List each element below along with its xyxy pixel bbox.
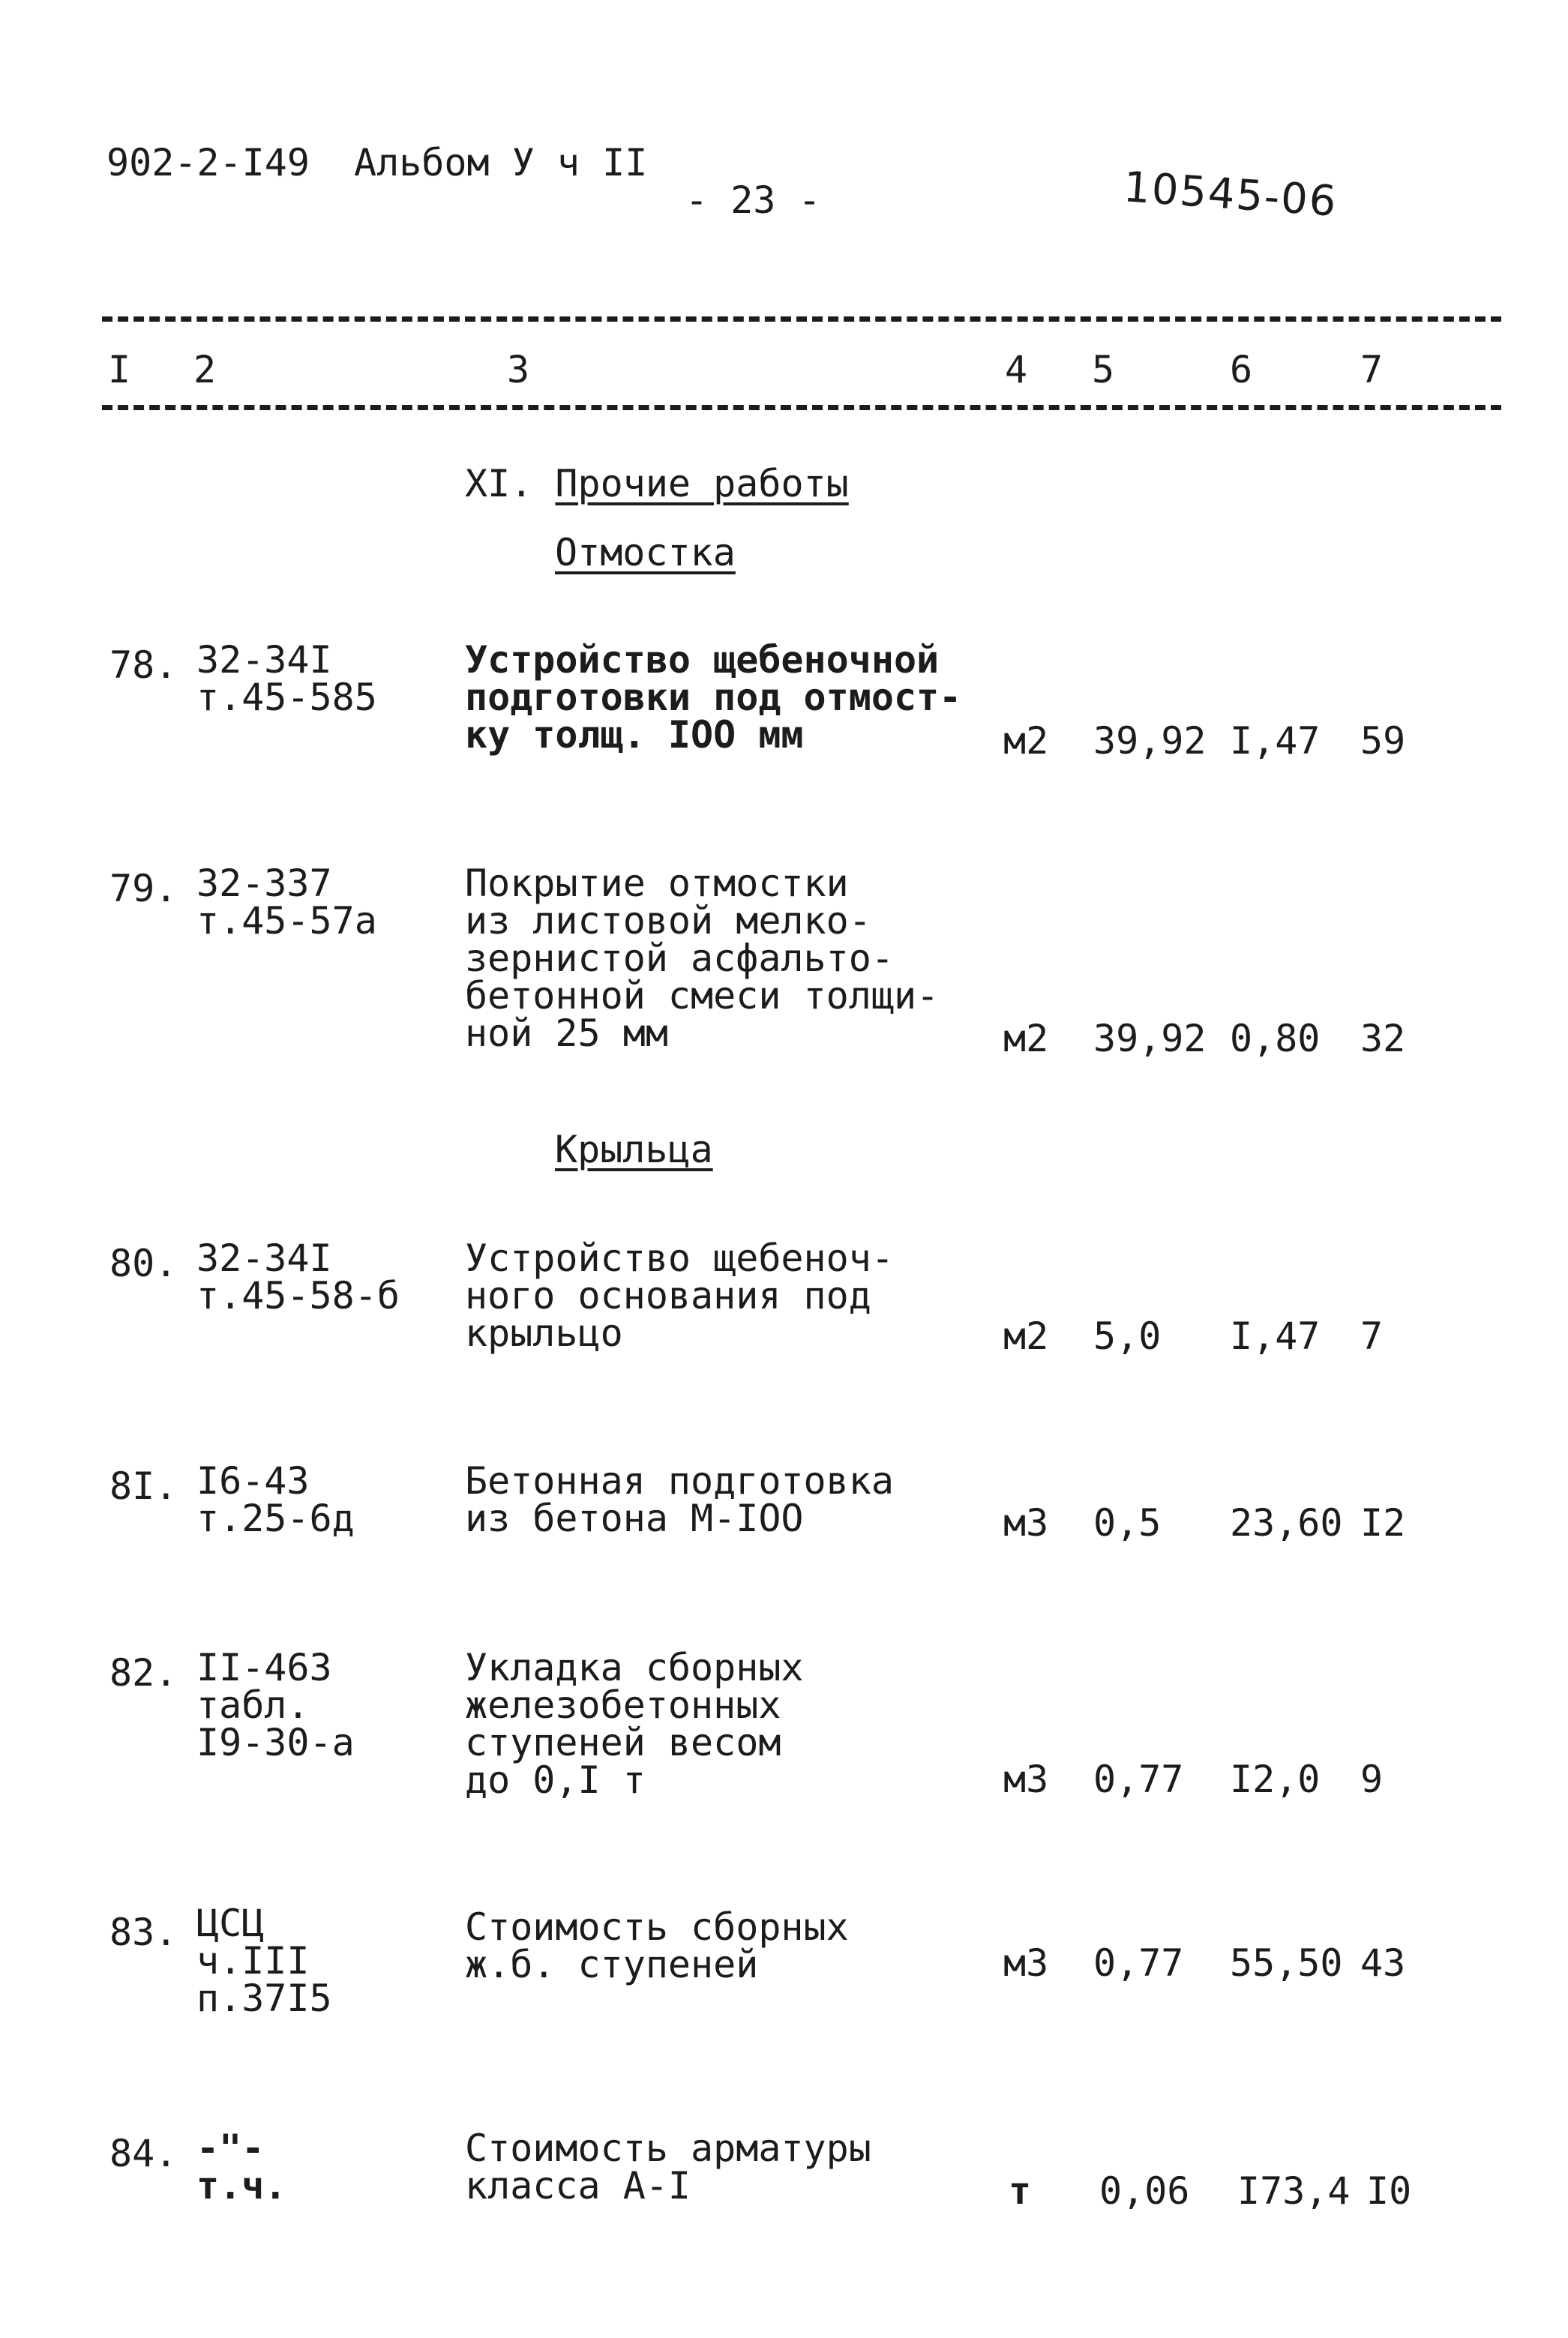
row-84-price: I73,4 <box>1237 2169 1351 2213</box>
row-80-total: 7 <box>1360 1314 1384 1358</box>
row-83-price: 55,50 <box>1230 1941 1343 1985</box>
handwritten-inventory-number: 10545-06 <box>1122 163 1339 226</box>
row-83-total: 43 <box>1360 1941 1406 1985</box>
row-84-total: I0 <box>1366 2169 1412 2213</box>
col-header-3: 3 <box>507 348 530 391</box>
row-79-description: Покрытие отмостки из листовой мелко- зернистой асфальто- бетонной смеси толщи- ной 25 мм <box>465 862 940 1055</box>
row-79-price: 0,80 <box>1230 1017 1321 1060</box>
subsection-krylca: Крыльца <box>555 1128 713 1171</box>
col-header-5: 5 <box>1092 348 1115 391</box>
section-name: Прочие работы <box>555 462 849 505</box>
row-80-description: Устройство щебеноч- ного основания под крыльцо <box>465 1236 894 1355</box>
row-83-number: 83. <box>109 1911 178 1954</box>
row-79-quantity: 39,92 <box>1093 1017 1207 1060</box>
row-81-number: 8I. <box>109 1464 178 1508</box>
col-header-1: I <box>108 348 131 391</box>
row-84-number: 84. <box>109 2132 178 2175</box>
row-81-description: Бетонная подготовка из бетона М-IОО <box>465 1459 894 1540</box>
row-84-code: -"- т.ч. <box>196 2127 287 2208</box>
row-83-code: ЦСЦ ч.III п.37I5 <box>196 1902 332 2020</box>
col-header-4: 4 <box>1005 348 1028 391</box>
row-81-quantity: 0,5 <box>1093 1501 1162 1545</box>
row-78-description: Устройство щебеночной подготовки под отмост- ку толщ. IОО мм <box>465 638 962 757</box>
row-79-code: 32-337 т.45-57а <box>196 862 377 943</box>
row-78-quantity: 39,92 <box>1093 719 1207 763</box>
row-80-quantity: 5,0 <box>1093 1314 1162 1358</box>
row-82-code: II-463 табл. I9-30-а <box>196 1646 355 1764</box>
row-81-unit: м3 <box>1003 1501 1049 1545</box>
row-82-quantity: 0,77 <box>1093 1758 1184 1801</box>
document-code: 902-2-I49 <box>106 141 310 184</box>
row-78-unit: м2 <box>1003 719 1049 763</box>
section-title <box>465 462 849 505</box>
row-82-description: Укладка сборных железобетонных ступеней весом до 0,I т <box>465 1646 804 1802</box>
row-80-price: I,47 <box>1230 1314 1321 1358</box>
row-83-unit: м3 <box>1003 1941 1049 1985</box>
row-79-unit: м2 <box>1003 1017 1049 1060</box>
row-81-total: I2 <box>1360 1501 1406 1545</box>
row-79-total: 32 <box>1360 1017 1406 1060</box>
row-82-number: 82. <box>109 1651 178 1695</box>
row-79-number: 79. <box>109 867 178 910</box>
row-80-number: 80. <box>109 1242 178 1285</box>
row-81-price: 23,60 <box>1230 1501 1343 1545</box>
row-83-quantity: 0,77 <box>1093 1941 1184 1985</box>
row-83-description: Стоимость сборных ж.б. ступеней <box>465 1905 849 1986</box>
row-84-quantity: 0,06 <box>1099 2169 1190 2213</box>
row-84-unit: т <box>1009 2169 1032 2213</box>
row-80-unit: м2 <box>1003 1314 1049 1358</box>
header-rule-bottom <box>102 405 1501 410</box>
row-82-price: I2,0 <box>1230 1758 1321 1801</box>
row-78-code: 32-34I т.45-585 <box>196 638 377 719</box>
row-80-code: 32-34I т.45-58-б <box>196 1236 400 1317</box>
row-78-total: 59 <box>1360 719 1406 763</box>
col-header-7: 7 <box>1360 348 1384 391</box>
row-78-number: 78. <box>109 643 178 687</box>
row-82-unit: м3 <box>1003 1758 1049 1801</box>
row-84-description: Стоимость арматуры класса А-I <box>465 2127 871 2208</box>
header-rule-top <box>102 316 1501 322</box>
section-number: XI. <box>465 462 533 505</box>
row-82-total: 9 <box>1360 1758 1384 1801</box>
row-78-price: I,47 <box>1230 719 1321 763</box>
album-label: Альбом У ч II <box>354 141 648 184</box>
subsection-otmostka: Отмостка <box>555 531 736 574</box>
col-header-2: 2 <box>193 348 217 391</box>
row-81-code: I6-43 т.25-6д <box>196 1459 355 1540</box>
page-number: - 23 - <box>685 178 821 222</box>
col-header-6: 6 <box>1230 348 1253 391</box>
